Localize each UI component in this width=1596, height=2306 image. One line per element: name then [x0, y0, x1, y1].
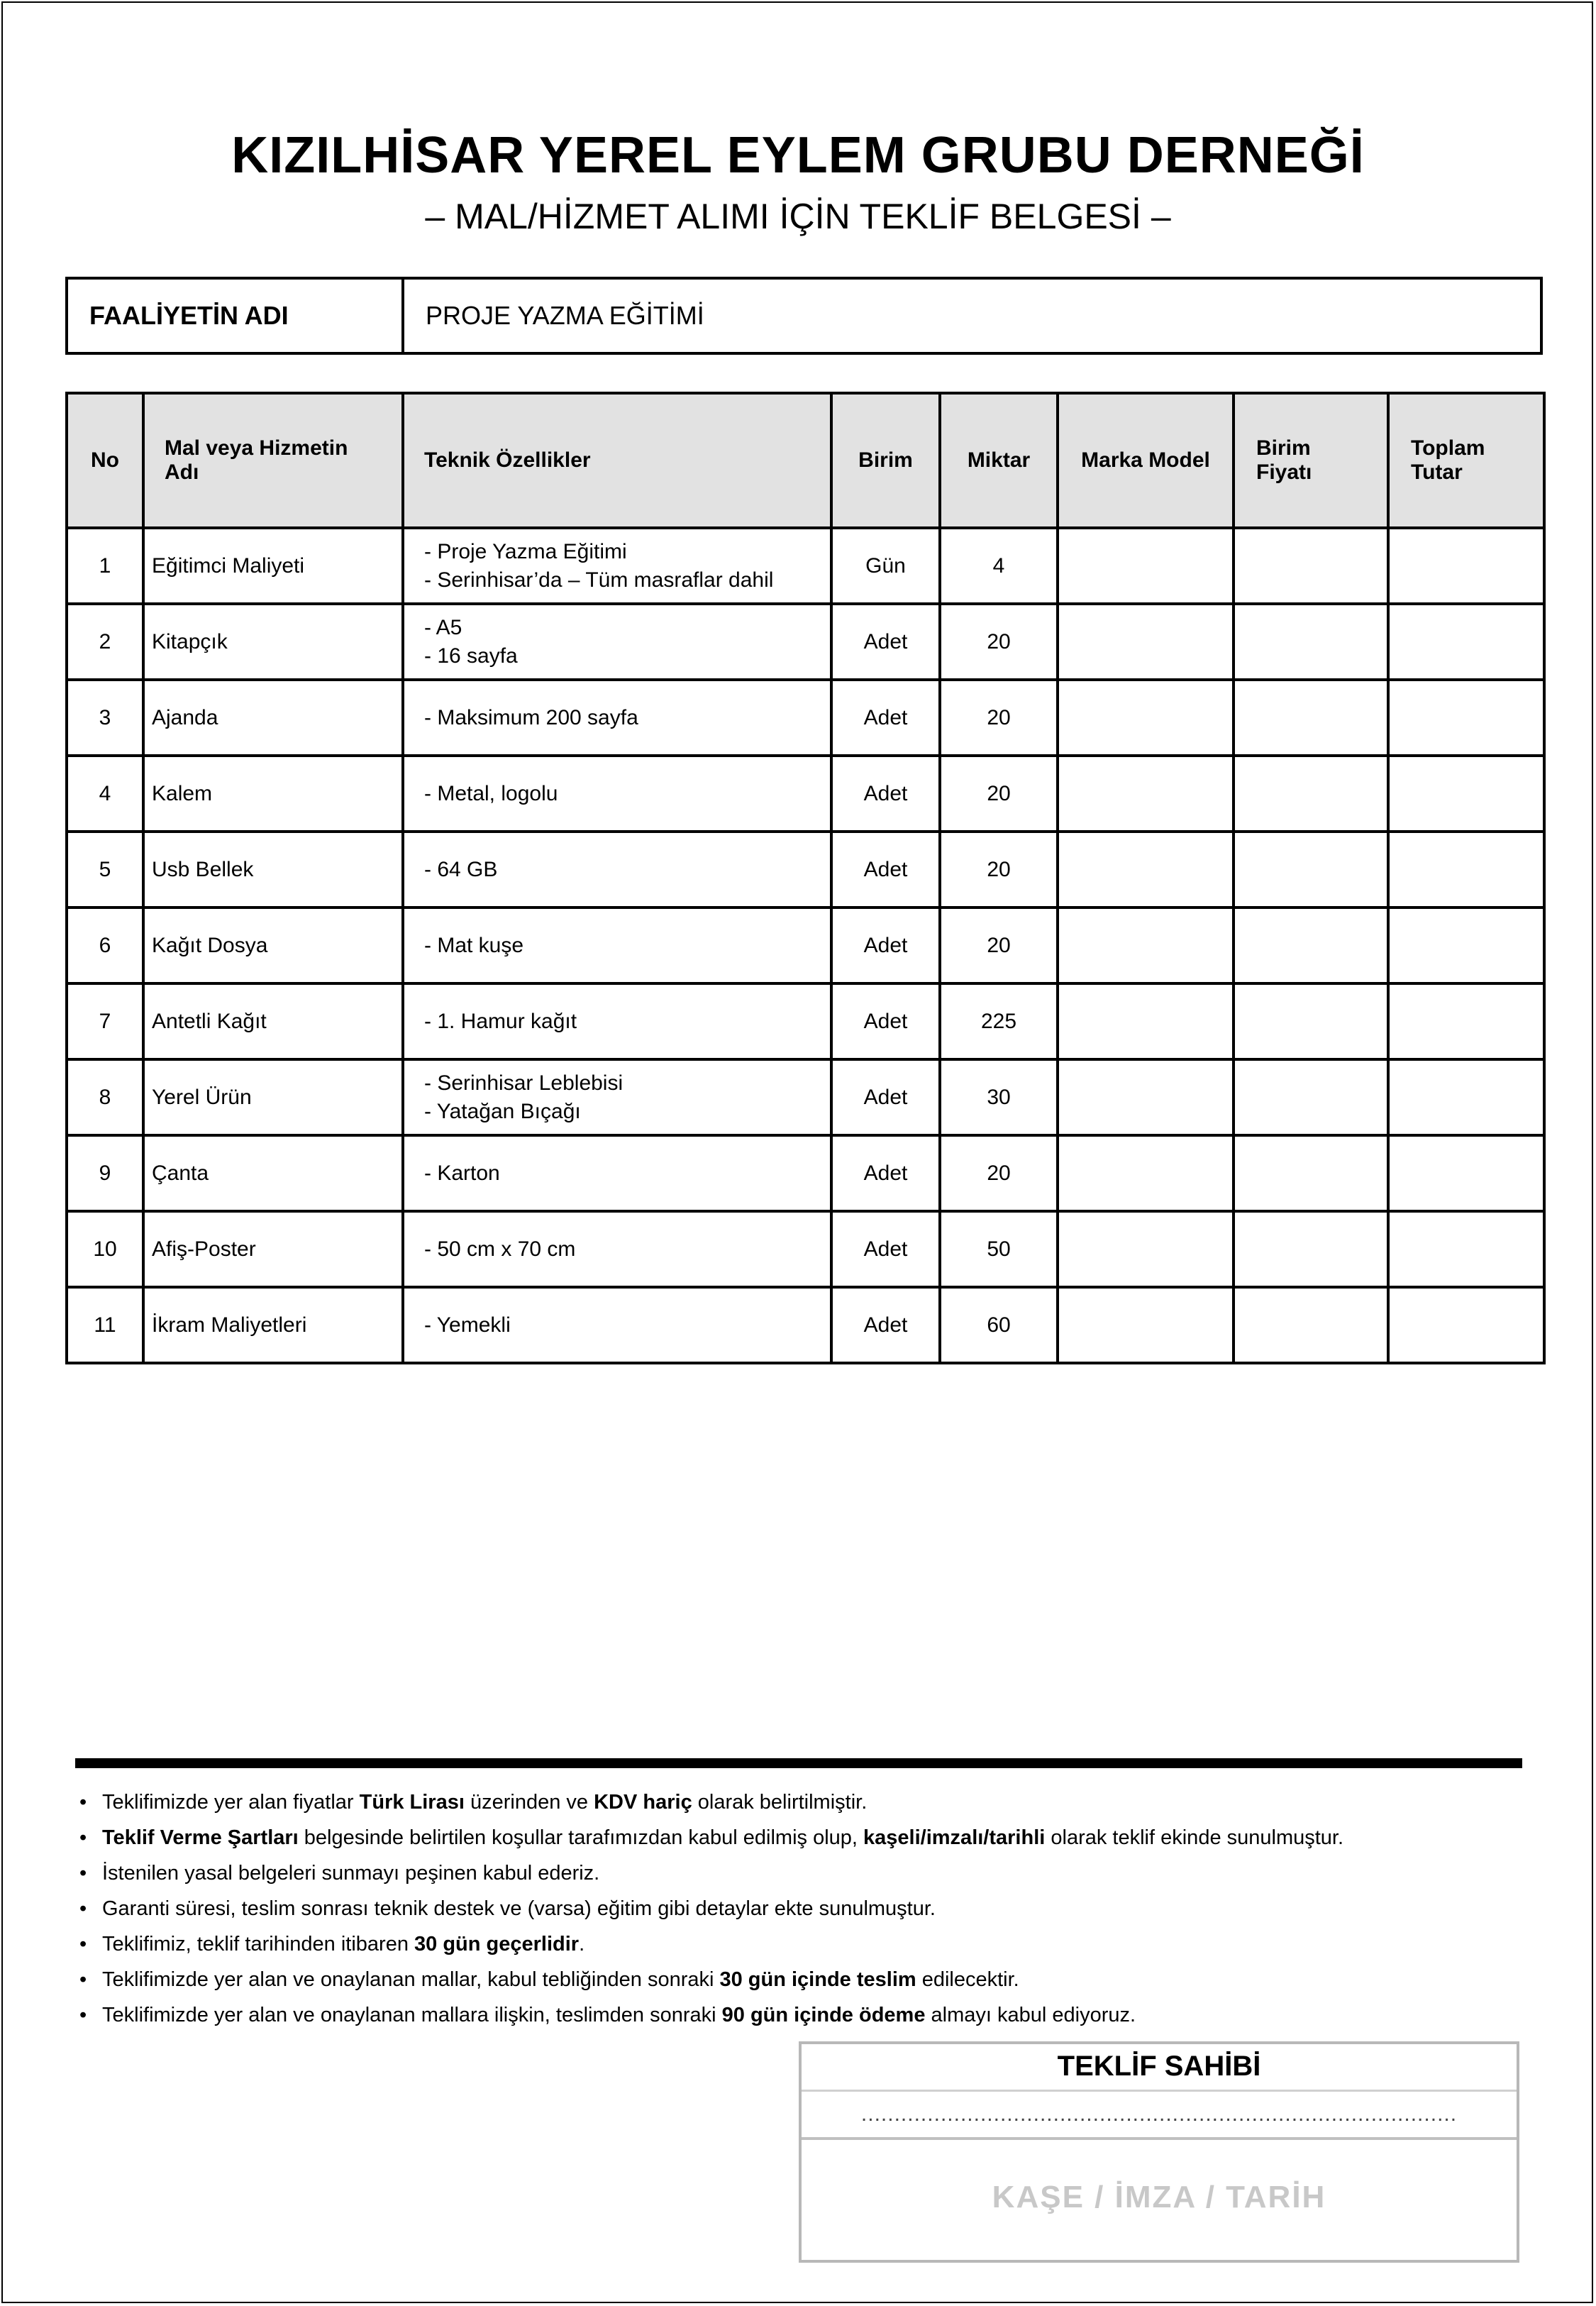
row-unit: Gün: [831, 528, 940, 604]
bullet-icon: •: [79, 1933, 87, 1955]
activity-box: [65, 277, 1543, 355]
row-total-cell: [1388, 604, 1544, 680]
spec-line: - 64 GB: [424, 857, 498, 881]
spec-line: - 1. Hamur kağıt: [424, 1009, 577, 1033]
row-total-cell: [1388, 1059, 1544, 1135]
row-item-name: Ajanda: [143, 680, 403, 756]
terms-text: üzerinden ve: [464, 1791, 594, 1814]
header-qty: Miktar: [940, 393, 1058, 528]
table-row: [67, 1059, 1544, 1135]
terms-text: olarak belirtilmiştir.: [692, 1791, 868, 1814]
row-qty: 20: [940, 1135, 1058, 1211]
terms-text: Garanti süresi, teslim sonrası teknik destek ve (varsa) eğitim gibi detaylar ekte sunulmuştur.: [102, 1897, 936, 1920]
spec-line: - Yatağan Bıçağı: [424, 1099, 581, 1123]
spec-line: - Proje Yazma Eğitimi: [424, 539, 627, 563]
row-brand-cell: [1058, 1211, 1234, 1287]
row-spec: [403, 907, 831, 983]
row-unit-price-cell: [1234, 528, 1388, 604]
row-unit: Adet: [831, 983, 940, 1059]
row-unit-price-cell: [1234, 907, 1388, 983]
row-qty: 20: [940, 604, 1058, 680]
row-total-cell: [1388, 1135, 1544, 1211]
row-brand-cell: [1058, 1287, 1234, 1363]
header-total-line2: Tutar: [1411, 460, 1463, 484]
terms-emphasis: KDV hariç: [594, 1791, 692, 1814]
row-spec: [403, 1135, 831, 1211]
row-unit: Adet: [831, 680, 940, 756]
terms-text: olarak teklif ekinde sunulmuştur.: [1045, 1826, 1344, 1849]
header-total: [1388, 393, 1544, 528]
row-unit: Adet: [831, 1059, 940, 1135]
row-total-cell: [1388, 907, 1544, 983]
table-row: [67, 756, 1544, 832]
row-item-name: Usb Bellek: [143, 832, 403, 907]
header-no: No: [67, 393, 143, 528]
row-qty: 20: [940, 680, 1058, 756]
table-row: [67, 1287, 1544, 1363]
row-qty: 20: [940, 832, 1058, 907]
row-no: 5: [67, 832, 143, 907]
signature-dotted-line: ..........................................................................................: [802, 2092, 1517, 2140]
row-unit: Adet: [831, 1287, 940, 1363]
row-spec: [403, 528, 831, 604]
header-unit-price: [1234, 393, 1388, 528]
row-unit: Adet: [831, 756, 940, 832]
document-title: KIZILHİSAR YEREL EYLEM GRUBU DERNEĞİ: [231, 127, 1365, 184]
row-unit: Adet: [831, 1211, 940, 1287]
row-item-name: Yerel Ürün: [143, 1059, 403, 1135]
row-unit: Adet: [831, 907, 940, 983]
activity-value: PROJE YAZMA EĞİTİMİ: [426, 301, 704, 330]
spec-line: - Mat kuşe: [424, 933, 524, 957]
table-row: [67, 1211, 1544, 1287]
row-spec: [403, 604, 831, 680]
signature-title: TEKLİF SAHİBİ: [802, 2044, 1517, 2092]
row-spec: [403, 1059, 831, 1135]
items-table-body: [67, 528, 1544, 1363]
row-unit-price-cell: [1234, 756, 1388, 832]
header-unit: Birim: [831, 393, 940, 528]
terms-text: Teklifimizde yer alan fiyatlar: [102, 1791, 360, 1814]
row-brand-cell: [1058, 1059, 1234, 1135]
row-unit-price-cell: [1234, 1059, 1388, 1135]
row-brand-cell: [1058, 756, 1234, 832]
row-no: 2: [67, 604, 143, 680]
terms-text: İstenilen yasal belgeleri sunmayı peşinen kabul ederiz.: [102, 1862, 600, 1885]
row-no: 1: [67, 528, 143, 604]
row-unit: Adet: [831, 1135, 940, 1211]
row-total-cell: [1388, 680, 1544, 756]
activity-label: FAALİYETİN ADI: [68, 280, 404, 352]
row-unit-price-cell: [1234, 1287, 1388, 1363]
row-item-name: İkram Maliyetleri: [143, 1287, 403, 1363]
row-qty: 4: [940, 528, 1058, 604]
terms-emphasis: kaşeli/imzalı/tarihli: [863, 1826, 1046, 1849]
table-row: [67, 1135, 1544, 1211]
terms-text: Teklifimizde yer alan ve onaylanan mallara ilişkin, teslimden sonraki: [102, 2004, 722, 2026]
header-unit-price-line2: Fiyatı: [1256, 460, 1312, 484]
spec-line: - 16 sayfa: [424, 644, 518, 668]
row-brand-cell: [1058, 604, 1234, 680]
terms-emphasis: Türk Lirası: [359, 1791, 465, 1814]
row-no: 4: [67, 756, 143, 832]
row-qty: 30: [940, 1059, 1058, 1135]
row-unit-price-cell: [1234, 1135, 1388, 1211]
header-unit-price-line1: Birim: [1256, 436, 1311, 460]
terms-text: Teklifimizde yer alan ve onaylanan mallar, kabul tebliğinden sonraki: [102, 1968, 720, 1991]
row-unit-price-cell: [1234, 680, 1388, 756]
bullet-icon: •: [79, 1791, 87, 1814]
spec-line: - Metal, logolu: [424, 781, 558, 805]
row-total-cell: [1388, 832, 1544, 907]
header-item-name-line1: Mal veya Hizmetin: [165, 436, 348, 460]
terms-text: edilecektir.: [916, 1968, 1019, 1991]
row-total-cell: [1388, 756, 1544, 832]
row-total-cell: [1388, 528, 1544, 604]
row-brand-cell: [1058, 832, 1234, 907]
row-total-cell: [1388, 1287, 1544, 1363]
row-no: 3: [67, 680, 143, 756]
row-spec: [403, 983, 831, 1059]
spec-line: - Karton: [424, 1161, 500, 1185]
spec-line: - Serinhisar Leblebisi: [424, 1071, 624, 1095]
row-no: 9: [67, 1135, 143, 1211]
terms-text: almayı kabul ediyoruz.: [925, 2004, 1136, 2026]
bullet-icon: •: [79, 2004, 87, 2026]
row-item-name: Kağıt Dosya: [143, 907, 403, 983]
row-total-cell: [1388, 1211, 1544, 1287]
terms-item: [79, 1997, 1534, 2033]
header-total-line1: Toplam: [1411, 436, 1485, 460]
terms-item: [79, 1855, 1534, 1891]
row-spec: [403, 756, 831, 832]
row-no: 8: [67, 1059, 143, 1135]
table-header-row: [67, 393, 1544, 528]
row-spec: [403, 680, 831, 756]
row-unit-price-cell: [1234, 1211, 1388, 1287]
row-qty: 60: [940, 1287, 1058, 1363]
table-row: [67, 680, 1544, 756]
signature-box: [799, 2041, 1519, 2263]
row-item-name: Antetli Kağıt: [143, 983, 403, 1059]
terms-text: belgesinde belirtilen koşullar tarafımızdan kabul edilmiş olup,: [298, 1826, 864, 1849]
table-row: [67, 604, 1544, 680]
bullet-icon: •: [79, 1968, 87, 1991]
table-row: [67, 832, 1544, 907]
row-brand-cell: [1058, 907, 1234, 983]
row-item-name: Afiş-Poster: [143, 1211, 403, 1287]
terms-item: [79, 1784, 1534, 1820]
bullet-icon: •: [79, 1897, 87, 1920]
row-unit-price-cell: [1234, 604, 1388, 680]
stamp-sign-date-placeholder: KAŞE / İMZA / TARİH: [992, 2180, 1326, 2214]
terms-text: Teklifimiz, teklif tarihinden itibaren: [102, 1933, 415, 1955]
terms-text: .: [579, 1933, 585, 1955]
row-unit-price-cell: [1234, 983, 1388, 1059]
row-brand-cell: [1058, 528, 1234, 604]
table-row: [67, 528, 1544, 604]
table-row: [67, 907, 1544, 983]
header-item-name-line2: Adı: [165, 460, 199, 484]
header-brand: Marka Model: [1058, 393, 1234, 528]
row-spec: [403, 1287, 831, 1363]
row-unit: Adet: [831, 604, 940, 680]
row-qty: 50: [940, 1211, 1058, 1287]
bullet-icon: •: [79, 1826, 87, 1849]
header-spec: Teknik Özellikler: [403, 393, 831, 528]
row-qty: 20: [940, 907, 1058, 983]
spec-line: - Serinhisar’da – Tüm masraflar dahil: [424, 568, 774, 592]
row-spec: [403, 1211, 831, 1287]
row-item-name: Kitapçık: [143, 604, 403, 680]
row-item-name: Kalem: [143, 756, 403, 832]
terms-item: [79, 1891, 1534, 1926]
document-subtitle: – MAL/HİZMET ALIMI İÇİN TEKLİF BELGESİ –: [425, 197, 1171, 236]
row-brand-cell: [1058, 680, 1234, 756]
row-no: 10: [67, 1211, 143, 1287]
row-unit: Adet: [831, 832, 940, 907]
terms-item: [79, 1820, 1534, 1855]
row-item-name: Çanta: [143, 1135, 403, 1211]
terms-emphasis: Teklif Verme Şartları: [102, 1826, 299, 1849]
row-no: 7: [67, 983, 143, 1059]
terms-emphasis: 30 gün içinde teslim: [719, 1968, 916, 1991]
section-divider: [75, 1758, 1522, 1768]
terms-item: [79, 1926, 1534, 1962]
spec-line: - Maksimum 200 sayfa: [424, 705, 638, 729]
row-qty: 20: [940, 756, 1058, 832]
header-item-name: [143, 393, 403, 528]
row-brand-cell: [1058, 1135, 1234, 1211]
row-brand-cell: [1058, 983, 1234, 1059]
row-unit-price-cell: [1234, 832, 1388, 907]
spec-line: - A5: [424, 615, 462, 639]
row-no: 6: [67, 907, 143, 983]
row-spec: [403, 832, 831, 907]
row-no: 11: [67, 1287, 143, 1363]
terms-emphasis: 30 gün geçerlidir: [414, 1933, 580, 1955]
row-qty: 225: [940, 983, 1058, 1059]
table-row: [67, 983, 1544, 1059]
spec-line: - 50 cm x 70 cm: [424, 1237, 576, 1261]
terms-emphasis: 90 gün içinde ödeme: [721, 2004, 926, 2026]
row-item-name: Eğitimci Maliyeti: [143, 528, 403, 604]
bullet-icon: •: [79, 1862, 87, 1885]
spec-line: - Yemekli: [424, 1313, 511, 1337]
row-total-cell: [1388, 983, 1544, 1059]
items-table: [65, 392, 1546, 1364]
terms-list: [79, 1784, 1534, 2033]
terms-item: [79, 1962, 1534, 1997]
